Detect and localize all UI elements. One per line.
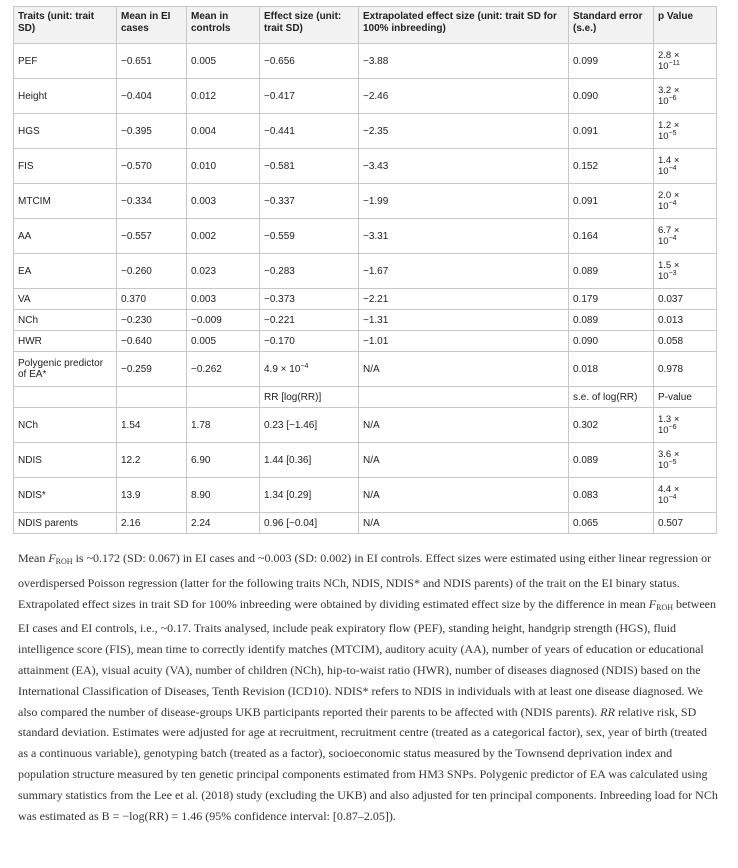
table-row (14, 408, 717, 443)
table-subheader-row (14, 387, 717, 408)
p-value-cell: 1.3 × $10^{-6}$ (654, 408, 717, 443)
extrap-cell: N/A (359, 352, 569, 387)
mean-ei-cell: −0.570 (117, 149, 187, 184)
extrap-cell: −1.01 (359, 331, 569, 352)
table-row (14, 44, 717, 79)
extrap-cell: −1.99 (359, 184, 569, 219)
p-value-cell: 0.013 (654, 310, 717, 331)
extrap-cell: −2.46 (359, 79, 569, 114)
p-value-cell: 2.8 × $10^{-11}$ (654, 44, 717, 79)
table-row (14, 114, 717, 149)
trait-cell: PEF (14, 44, 117, 79)
mean-ei-cell: −0.230 (117, 310, 187, 331)
mean-ctrl-cell: −0.009 (187, 310, 260, 331)
mean-ei-cell: −0.260 (117, 254, 187, 289)
header-standard-error: Standard error (s.e.) (569, 7, 654, 44)
se-cell: 0.090 (569, 79, 654, 114)
header-p-value: p Value (654, 7, 717, 44)
effect-cell: −0.581 (260, 149, 359, 184)
table-footnote: Mean FROH is ~0.172 (SD: 0.067) in EI cases and ~0.003 (SD: 0.002) in EI controls. Effect sizes were estimated using either linear regression or overdispersed Poisson regression (latter for the following traits NCh, NDIS, NDIS* and NDIS parents) of the trait on the EI binary status. Extrapolated effect sizes in trait SD for 100% inbreeding were obtained by dividing estimated effect size by the difference in mean FROH between EI cases and EI controls, i.e., ~0.17. Traits analysed, include peak expiratory flow (PEF), standing height, handgrip strength (HGS), fluid intelligence score (FIS), mean time to correctly identify matches (MTCIM), auditory acuity (AA), number of years of education or educational attainment (EA), visual acuity (VA), number of children (NCh), hip-to-waist ratio (HWR), number of diseases diagnosed (NDIS) based on the International Classification of Diseases, Tenth Revision (ICD10). NDIS* refers to NDIS in individuals with at least one disease diagnosed. We also compared the number of disease-groups UKB participants reported their parents to be affected with (NDIS parents). RR relative risk, SD standard deviation. Estimates were adjusted for age at recruitment, recruitment centre (treated as a categorical factor), sex, year of birth (treated as a continuous variable), genotyping batch (treated as a factor), socioeconomic status measured by the Townsend deprivation index and population structure measured by ten genetic principal components estimated from HM3 SNPs. Polygenic predictor of EA was calculated using summary statistics from the Lee et al. (2018) study (excluding the UKB) and also adjusted for ten principal components. Inbreeding load for NCh was estimated as B = −log(RR) = 1.46 (95% confidence interval: [0.87–2.05]). (18, 551, 718, 823)
extrap-cell: −1.67 (359, 254, 569, 289)
effect-cell: −0.373 (260, 289, 359, 310)
table-row (14, 219, 717, 254)
se-cell: 0.091 (569, 184, 654, 219)
mean-ei-cell: −0.651 (117, 44, 187, 79)
effect-cell: −0.417 (260, 79, 359, 114)
extrap-cell: −2.21 (359, 289, 569, 310)
se-cell: 0.089 (569, 254, 654, 289)
extrap-cell: −3.88 (359, 44, 569, 79)
table-row (14, 149, 717, 184)
subheader-p: P-value (654, 387, 717, 408)
se-cell: 0.083 (569, 478, 654, 513)
header-mean-controls: Mean in controls (187, 7, 260, 44)
header-extrapolated: Extrapolated effect size (unit: trait SD for 100% inbreeding) (359, 7, 569, 44)
mean-ctrl-cell: 0.003 (187, 184, 260, 219)
trait-cell: NDIS parents (14, 513, 117, 534)
mean-ctrl-cell: 1.78 (187, 408, 260, 443)
table-row (14, 513, 717, 534)
p-value-cell: 4.4 × $10^{-4}$ (654, 478, 717, 513)
trait-cell: VA (14, 289, 117, 310)
mean-ei-cell: 1.54 (117, 408, 187, 443)
table-row (14, 184, 717, 219)
effect-cell: −0.337 (260, 184, 359, 219)
mean-ctrl-cell: 0.003 (187, 289, 260, 310)
table-header-row (14, 7, 717, 44)
rr-cell: 1.34 [0.29] (260, 478, 359, 513)
se-cell: 0.152 (569, 149, 654, 184)
mean-ei-cell: −0.334 (117, 184, 187, 219)
p-value-cell: 2.0 × $10^{-4}$ (654, 184, 717, 219)
se-cell: 0.302 (569, 408, 654, 443)
extrap-cell: N/A (359, 408, 569, 443)
mean-ctrl-cell: 2.24 (187, 513, 260, 534)
mean-ei-cell: −0.640 (117, 331, 187, 352)
table-row (14, 310, 717, 331)
extrap-cell: −2.35 (359, 114, 569, 149)
effect-cell: −0.170 (260, 331, 359, 352)
se-cell: 0.099 (569, 44, 654, 79)
effect-cell: −0.221 (260, 310, 359, 331)
effect-cell: −0.559 (260, 219, 359, 254)
mean-ei-cell: 2.16 (117, 513, 187, 534)
mean-ctrl-cell: 0.005 (187, 44, 260, 79)
mean-ei-cell: −0.259 (117, 352, 187, 387)
rr-cell: 0.23 [−1.46] (260, 408, 359, 443)
f-roh-symbol: FROH (648, 596, 674, 612)
p-value-cell: 1.2 × $10^{-5}$ (654, 114, 717, 149)
mean-ctrl-cell: 0.023 (187, 254, 260, 289)
rr-cell: 1.44 [0.36] (260, 443, 359, 478)
mean-ctrl-cell: 8.90 (187, 478, 260, 513)
header-traits: Traits (unit: trait SD) (14, 7, 117, 44)
mean-ctrl-cell: 0.012 (187, 79, 260, 114)
trait-cell: NDIS* (14, 478, 117, 513)
se-cell: 0.089 (569, 443, 654, 478)
rr-cell: 0.96 [−0.04] (260, 513, 359, 534)
trait-cell: Polygenic predictor of EA* (14, 352, 117, 387)
trait-cell: NDIS (14, 443, 117, 478)
header-mean-ei: Mean in EI cases (117, 7, 187, 44)
header-effect-size: Effect size (unit: trait SD) (260, 7, 359, 44)
trait-cell: AA (14, 219, 117, 254)
table-row (14, 352, 717, 387)
extrap-cell: N/A (359, 443, 569, 478)
effect-cell: −0.283 (260, 254, 359, 289)
extrap-cell: N/A (359, 478, 569, 513)
effect-cell: $4.9 \times 10^{-4}$ (260, 352, 359, 387)
mean-ei-cell: 0.370 (117, 289, 187, 310)
table-row (14, 331, 717, 352)
mean-ei-cell: 13.9 (117, 478, 187, 513)
subheader-se: s.e. of log(RR) (569, 387, 654, 408)
trait-cell: MTCIM (14, 184, 117, 219)
trait-cell: HGS (14, 114, 117, 149)
trait-cell: FIS (14, 149, 117, 184)
mean-ei-cell: −0.395 (117, 114, 187, 149)
mean-ctrl-cell: 0.002 (187, 219, 260, 254)
effect-cell: −0.656 (260, 44, 359, 79)
mean-ctrl-cell: 0.004 (187, 114, 260, 149)
f-roh-symbol: FROH (48, 551, 73, 566)
results-table (13, 6, 717, 534)
trait-cell: NCh (14, 310, 117, 331)
subheader-rr: RR [log(RR)] (260, 387, 359, 408)
mean-ei-cell: −0.557 (117, 219, 187, 254)
se-cell: 0.179 (569, 289, 654, 310)
se-cell: 0.065 (569, 513, 654, 534)
mean-ctrl-cell: 6.90 (187, 443, 260, 478)
p-value-cell: 0.978 (654, 352, 717, 387)
p-value-cell: 0.058 (654, 331, 717, 352)
extrap-cell: N/A (359, 513, 569, 534)
trait-cell: Height (14, 79, 117, 114)
p-value-cell: 3.2 × $10^{-6}$ (654, 79, 717, 114)
mean-ctrl-cell: −0.262 (187, 352, 260, 387)
mean-ctrl-cell: 0.010 (187, 149, 260, 184)
se-cell: 0.018 (569, 352, 654, 387)
extrap-cell: −3.31 (359, 219, 569, 254)
results-table-container (13, 6, 716, 534)
mean-ei-cell: −0.404 (117, 79, 187, 114)
table-row (14, 254, 717, 289)
se-cell: 0.090 (569, 331, 654, 352)
extrap-cell: −1.31 (359, 310, 569, 331)
extrap-cell: −3.43 (359, 149, 569, 184)
mean-ctrl-cell: 0.005 (187, 331, 260, 352)
trait-cell: EA (14, 254, 117, 289)
se-cell: 0.164 (569, 219, 654, 254)
p-value-cell: 1.4 × $10^{-4}$ (654, 149, 717, 184)
mean-ei-cell: 12.2 (117, 443, 187, 478)
p-value-cell: 0.507 (654, 513, 717, 534)
effect-cell: −0.441 (260, 114, 359, 149)
p-value-cell: 0.037 (654, 289, 717, 310)
table-row (14, 289, 717, 310)
p-value-cell: 3.6 × $10^{-5}$ (654, 443, 717, 478)
table-row (14, 443, 717, 478)
se-cell: 0.091 (569, 114, 654, 149)
table-row (14, 79, 717, 114)
se-cell: 0.089 (569, 310, 654, 331)
p-value-cell: 1.5 × $10^{-3}$ (654, 254, 717, 289)
trait-cell: NCh (14, 408, 117, 443)
trait-cell: HWR (14, 331, 117, 352)
table-row (14, 478, 717, 513)
p-value-cell: 6.7 × $10^{-4}$ (654, 219, 717, 254)
